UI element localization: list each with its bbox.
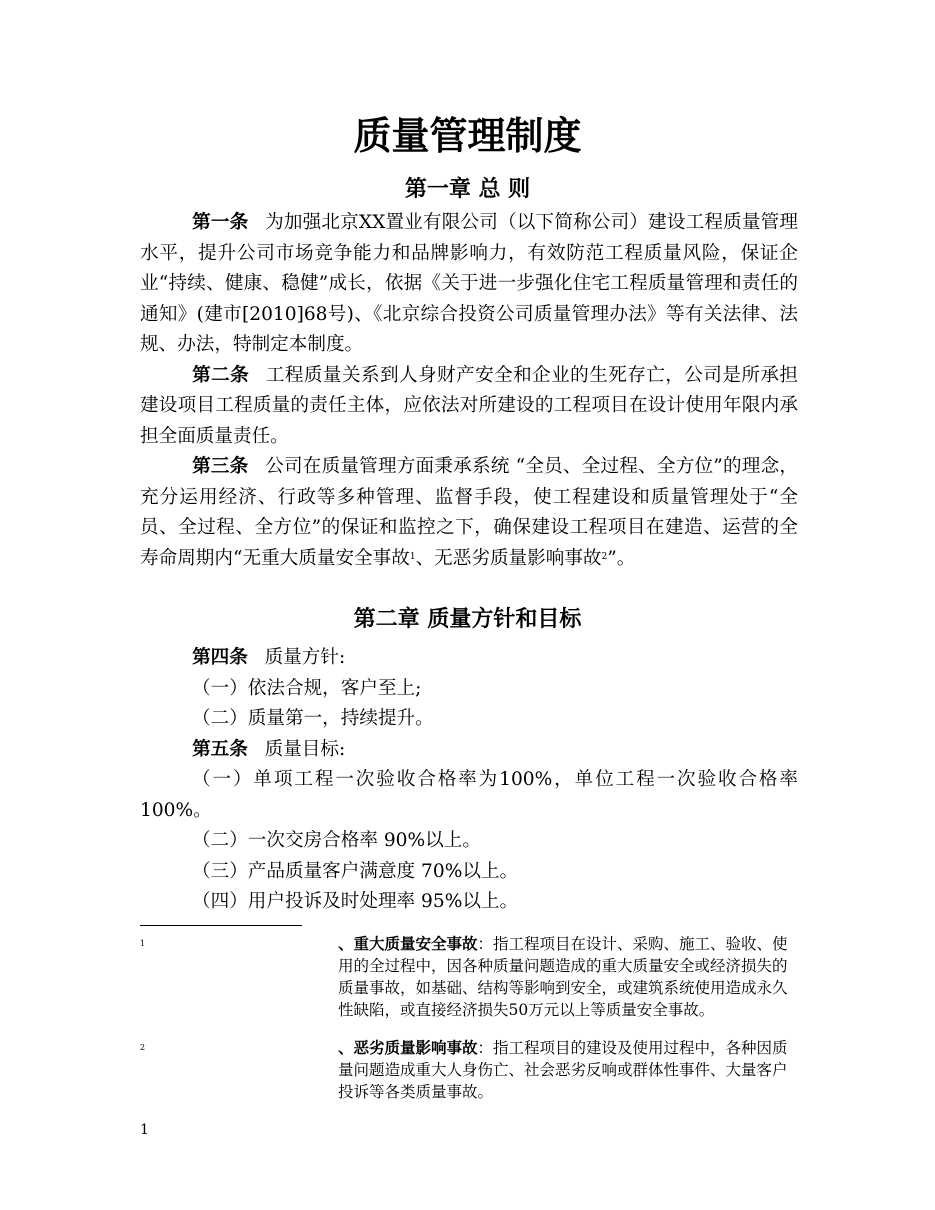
article-3 — [140, 452, 798, 574]
footnote-2-text: ：指工程项目的建设及使用过程中，各种因质量问题造成重大人身伤亡、社会恶劣反响或群体性事件、大量客户投诉等各类质量事故。 — [338, 1039, 788, 1101]
article-5 — [140, 735, 798, 766]
footnote-2-number: 2 — [140, 1043, 146, 1052]
chapter-1-heading: 第一章 总 则 — [404, 177, 531, 202]
chapter-2-body — [140, 643, 798, 918]
footnote-2-term: 、恶劣质量影响事故 — [338, 1038, 478, 1057]
article-4-item-2: （二）质量第一，持续提升。 — [192, 708, 434, 729]
article-3-label: 第三条 — [192, 456, 249, 477]
article-1-text: 为加强北京XX置业有限公司（以下简称公司）建设工程质量管理水平，提升公司市场竞争能力和品牌影响力，有效防范工程质量风险，保证企业“持续、健康、稳健”成长，依据《关于进一步强化住宅工程质量管理和责任的通知》(建市[2010]68号)、《北京综合投资公司质量管理办法》等有关法律、法规、办法，特制定本制度。 — [140, 212, 798, 355]
article-1-label: 第一条 — [192, 212, 249, 233]
footnote-1-content — [338, 933, 800, 1021]
article-5-item-1: （一）单项工程一次验收合格率为100%，单位工程一次验收合格率100%。 — [140, 769, 798, 821]
article-5-text: 质量目标: — [264, 738, 346, 760]
article-4-text: 质量方针: — [264, 647, 346, 668]
article-5-item-3: （三）产品质量客户满意度 70%以上。 — [192, 860, 519, 882]
footnote-ref-1[interactable]: 1 — [409, 551, 416, 562]
article-5-item-2: （二）一次交房合格率 90%以上。 — [192, 830, 481, 851]
footnote-1-text: ：指工程项目在设计、采购、施工、验收、使用的全过程中，因各种质量问题造成的重大质量安全或经济损失的质量事故，如基础、结构等影响到安全，或建筑系统使用造成永久性缺陷，或直接经济损失50万元以上等质量安全事故。 — [338, 935, 788, 1019]
article-4-label: 第四条 — [192, 647, 248, 668]
article-5-label: 第五条 — [192, 738, 248, 760]
footnote-1-number: 1 — [140, 939, 146, 948]
article-1 — [140, 208, 798, 361]
footnote-1-term: 、重大质量安全事故 — [338, 934, 478, 953]
footnote-ref-2[interactable]: 2 — [601, 551, 608, 562]
article-3-text-1: 公司在质量管理方面秉承系统 “全员、全过程、全方位”的理念，充分运用经济、行政等多种管理、监督手段，使工程建设和质量管理处于“全员、全过程、全方位”的保证和监控之下，确保建设工程项目在建造、运营的全寿命周期内“无重大质量安全事故 — [140, 456, 798, 569]
chapter-1-body — [140, 208, 798, 574]
chapter-2-heading: 第二章 质量方针和目标 — [353, 607, 582, 632]
document-title: 质量管理制度 — [353, 114, 582, 158]
article-2-text: 工程质量关系到人身财产安全和企业的生死存亡，公司是所承担建设项目工程质量的责任主体，应依法对所建设的工程项目在设计使用年限内承担全面质量责任。 — [140, 364, 798, 447]
article-3-text-2: 、无恶劣质量影响事故 — [415, 547, 602, 569]
article-5-item-4: （四）用户投诉及时处理率 95%以上。 — [192, 891, 519, 912]
footnote-separator — [140, 925, 302, 926]
article-3-text-3: ”。 — [607, 547, 636, 569]
article-4-item-1: （一）依法合规，客户至上; — [192, 677, 422, 699]
article-2-label: 第二条 — [192, 364, 250, 386]
footnote-2-content — [338, 1037, 800, 1103]
article-4 — [140, 643, 798, 674]
article-2 — [140, 361, 798, 453]
page-number: 1 — [140, 1122, 149, 1138]
